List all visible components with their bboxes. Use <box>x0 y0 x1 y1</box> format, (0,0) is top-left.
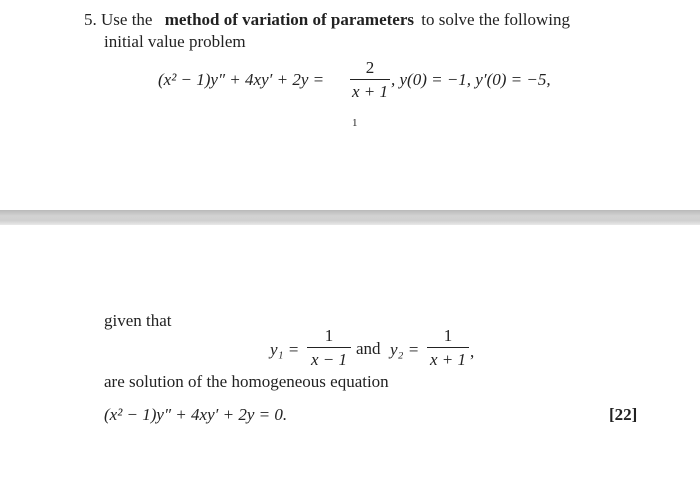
question-line-2: initial value problem <box>104 32 246 51</box>
y1-numerator: 1 <box>324 326 334 345</box>
question-number: 5. <box>84 10 97 29</box>
y2-numerator: 1 <box>443 326 453 345</box>
homogeneous-equation: (x² − 1)y″ + 4xy′ + 2y = 0. <box>104 405 288 424</box>
marks-badge: [22] <box>609 405 638 424</box>
and-text: and <box>356 339 381 358</box>
ivp-rhs-fraction <box>350 58 390 102</box>
intro-before: Use the <box>101 10 153 29</box>
page-number: 1 <box>352 117 358 129</box>
given-that-text: given that <box>104 311 172 330</box>
y1-denominator: x − 1 <box>310 350 348 369</box>
y1-label: y₁ = <box>270 340 300 359</box>
homogeneous-text: are solution of the homogeneous equation <box>104 372 389 391</box>
fraction-bar <box>427 347 469 348</box>
y2-suffix: , <box>470 342 475 361</box>
intro-bold: method of variation of parameters <box>164 10 414 29</box>
ivp-initial-conditions: , y(0) = −1, y′(0) = −5, <box>391 70 551 89</box>
ivp-equation-lhs: (x² − 1)y″ + 4xy′ + 2y = <box>158 70 325 89</box>
question-line-1 <box>84 10 570 30</box>
y2-fraction <box>427 326 469 370</box>
ivp-rhs-denominator: x + 1 <box>351 82 389 101</box>
y2-denominator: x + 1 <box>429 350 467 369</box>
fraction-bar <box>307 347 351 348</box>
fraction-bar <box>350 79 390 80</box>
intro-after: to solve the following <box>421 10 570 29</box>
page-divider <box>0 210 700 225</box>
ivp-rhs-numerator: 2 <box>365 58 375 77</box>
y1-fraction <box>307 326 351 370</box>
y2-label: y₂ = <box>390 340 420 359</box>
